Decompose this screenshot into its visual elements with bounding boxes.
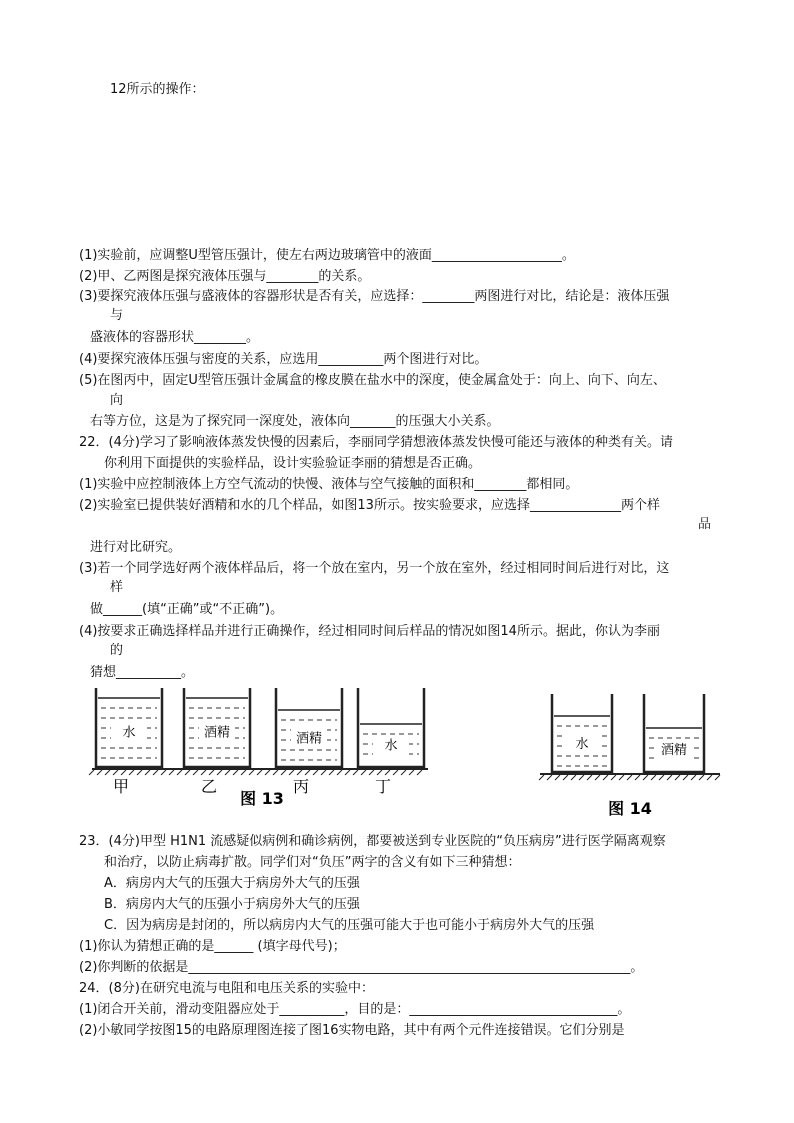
liquid-label: 酒精 xyxy=(295,731,323,747)
figure-13 xyxy=(86,684,432,810)
text-line: (1)你认为猜想正确的是______ (填字母代号)； xyxy=(79,939,346,954)
beaker-label: 甲 xyxy=(112,777,130,796)
text-line: (4)要探究液体压强与密度的关系，应选用__________两个图进行对比。 xyxy=(79,352,488,367)
beaker xyxy=(644,694,704,772)
liquid-label: 水 xyxy=(575,737,589,752)
liquid-label: 水 xyxy=(122,725,136,741)
text-line: B．病房内大气的压强小于病房外大气的压强 xyxy=(104,897,360,912)
beaker xyxy=(276,688,342,767)
text-line: 你利用下面提供的实验样品，设计实验验证李丽的猜想是否正确。 xyxy=(104,456,482,471)
text-line: (3)要探究液体压强与盛液体的容器形状是否有关，应选择：________两图进行对比，结论是：液体压强 xyxy=(79,289,670,304)
figure-14 xyxy=(538,690,722,816)
text-line: 做______(填“正确”或“不正确”)。 xyxy=(90,602,284,617)
text-line: 和治疗，以防止病毒扩散。同学们对“负压”两字的含义有如下三种猜想： xyxy=(104,855,521,870)
beaker xyxy=(358,688,424,767)
text-line: (2)实验室已提供装好酒精和水的几个样品，如图13所示。按实验要求，应选择______________两个样 xyxy=(79,498,660,513)
text-line: 盛液体的容器形状________。 xyxy=(90,330,260,345)
figure-13-caption: 图 13 xyxy=(240,789,284,808)
liquid-label: 酒精 xyxy=(203,725,231,741)
text-line: 的 xyxy=(110,643,124,658)
text-line: 进行对比研究。 xyxy=(90,540,182,555)
liquid-label: 酒精 xyxy=(660,743,688,758)
text-line: (3)若一个同学选好两个液体样品后，将一个放在室内，另一个放在室外，经过相同时间后进行对比，这 xyxy=(79,561,670,576)
text-line: 24．(8分)在研究电流与电阻和电压关系的实验中： xyxy=(79,981,374,996)
beaker-label: 乙 xyxy=(200,777,218,796)
text-line: (1)闭合开关前，滑动变阻器应处于__________，目的是：________________________________。 xyxy=(79,1002,631,1017)
text-line: 与 xyxy=(110,308,124,323)
text-line: (1)实验前，应调整U型管压强计，使左右两边玻璃管中的液面____________________。 xyxy=(79,248,575,263)
text-line: (2)小敏同学按图15的电路原理图连接了图16实物电路，其中有两个元件连接错误。它们分别是 xyxy=(79,1023,625,1038)
text-line: (5)在图丙中，固定U型管压强计金属盒的橡皮膜在盐水中的深度，使金属盒处于：向上、向下、向左、 xyxy=(79,373,666,388)
beaker xyxy=(552,694,612,772)
beaker-label: 丙 xyxy=(292,777,310,796)
liquid-label: 水 xyxy=(384,738,398,754)
text-line: 右等方位，这是为了探究同一深度处，液体向_______的压强大小关系。 xyxy=(90,414,500,429)
text-line: (2)甲、乙两图是探究液体压强与________的关系。 xyxy=(79,269,371,284)
text-line: 品 xyxy=(698,517,712,532)
text-line: (2)你判断的依据是____________________________________________________________________。 xyxy=(79,960,644,975)
figure-14-caption: 图 14 xyxy=(608,799,652,816)
text-line: 样 xyxy=(110,580,124,595)
text-line: 22．(4分)学习了影响液体蒸发快慢的因素后，李丽同学猜想液体蒸发快慢可能还与液体的种类有关。请 xyxy=(79,435,673,450)
beaker-label: 丁 xyxy=(374,777,392,796)
text-line: (4)按要求正确选择样品并进行正确操作，经过相同时间后样品的情况如图14所示。据此，你认为李丽 xyxy=(79,624,660,639)
text-line: 猜想__________。 xyxy=(90,665,195,680)
text-line: 向 xyxy=(110,393,124,408)
text-line: 23．(4分)甲型 H1N1 流感疑似病例和确诊病例，都要被送到专业医院的“负压病房”进行医学隔离观察 xyxy=(79,834,666,849)
text-line: A．病房内大气的压强大于病房外大气的压强 xyxy=(104,876,360,891)
text-line: (1)实验中应控制液体上方空气流动的快慢、液体与空气接触的面积和________都相同。 xyxy=(79,477,579,492)
text-line: C．因为病房是封闭的，所以病房内大气的压强可能大于也可能小于病房外大气的压强 xyxy=(104,918,595,933)
text-line: 12所示的操作： xyxy=(110,82,205,97)
